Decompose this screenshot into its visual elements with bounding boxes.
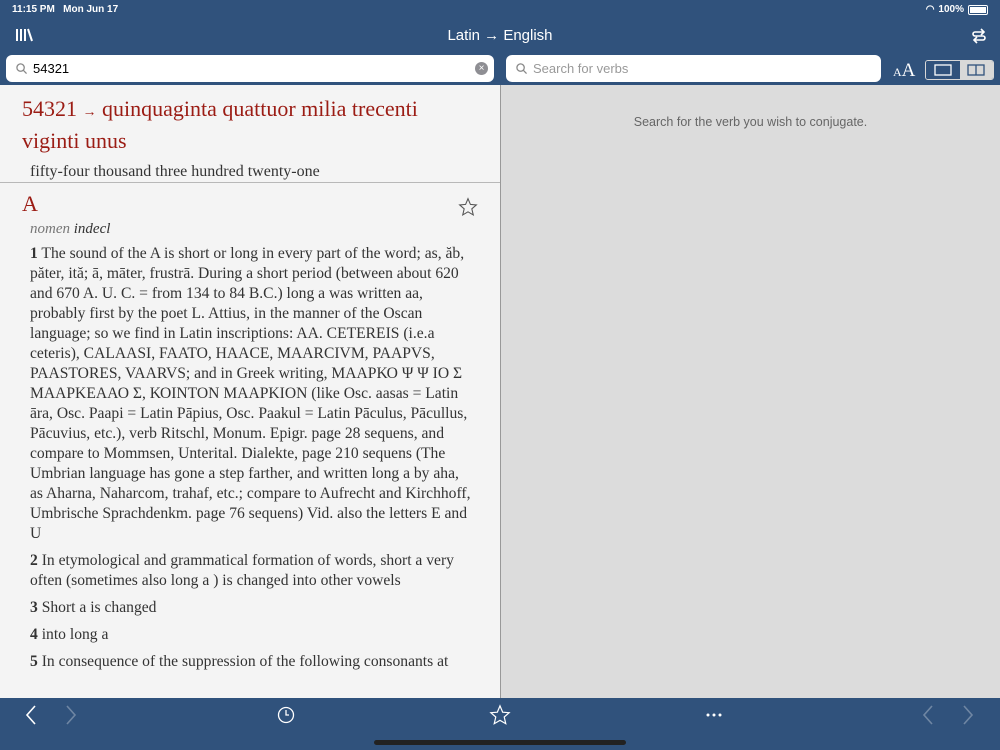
status-right [926, 4, 988, 15]
wifi-icon: ◠ [925, 4, 935, 15]
number-result [0, 85, 500, 183]
sense [30, 652, 475, 672]
latin-number: quinquaginta quattuor milia trecenti viginti unus [22, 96, 418, 153]
headword: A [22, 191, 38, 216]
sense-text: In etymological and grammatical formation of words, short a very often (sometimes also long a ) is changed into other vowels [30, 552, 454, 589]
verb-search-field[interactable] [506, 55, 881, 82]
layout-toggle[interactable] [925, 60, 994, 80]
sense-number: 2 [30, 552, 38, 569]
conjugation-pane [501, 85, 1000, 698]
dictionary-search-field[interactable] [6, 55, 494, 82]
history-clock-icon[interactable] [276, 704, 296, 732]
sense-text: The sound of the A is short or long in every part of the word; as, ăb, păter, ită; ā, māter, frustrā. During a short period (between about 620 and 670 A. U. C. = from 134 to 84 B.C.) long a was written aa, probably first by the poet L. Attius, in the manner of the Oscan language; so we find in Latin inscriptions: AA. CETEREIS (i.e.a ceteris), CALAASI, FAATO, HAACE, MAARCIVM, PAAPVS, PAASTORES, VAARVS; and in Greek writing, ΜΑΑΡΚΟ Ψ Ψ ΙΟ Σ ΜΑΑΡΚΕΑΑΟ Σ, ΚΟΙΝΤΟΝ ΜΑΑΡΚΙΟΝ (like Osc. aasas = Latin āra, Osc. Paapi = Latin Pāpius, Osc. Paakul = Latin Pāculus, Pācullus, Pācuvius, etc.), verb Ritschl, Monum. Epigr. page 28 sequens, and compare to Mommsen, Unterital. Dialekte, page 210 sequens (The Umbrian language has gone a step farther, and written long a by aha, as Aharna, Naharcom, trahaf, etc.; compare to Aufrecht and Kirchhoff, Umbrische Sprachdenkm. page 76 sequens) Vid. also the letters E and U [30, 245, 471, 542]
search-icon [16, 63, 27, 74]
favorites-star-icon[interactable] [489, 704, 511, 732]
number-translation [22, 95, 478, 155]
conjugation-hint: Search for the verb you wish to conjugate. [633, 115, 868, 129]
status-time-date [12, 4, 118, 15]
verb-search-input[interactable] [533, 61, 881, 76]
page-title: Latin → English [447, 27, 553, 44]
english-number: fifty-four thousand three hundred twenty-one [30, 163, 320, 180]
sense-number: 4 [30, 626, 38, 643]
favorite-star-icon[interactable] [458, 197, 478, 222]
sense-text: In consequence of the suppression of the following consonants at [41, 653, 449, 670]
battery-icon [968, 5, 988, 15]
pos-detail: indecl [73, 221, 111, 237]
sense [30, 625, 475, 645]
battery-percent: 100% [938, 4, 964, 15]
split-pane-button[interactable] [960, 61, 994, 79]
number-value: 54321 [22, 96, 77, 121]
pos-label: nomen [30, 221, 70, 237]
arrow: → [82, 105, 97, 120]
status-date: Mon Jun 17 [63, 4, 119, 15]
clear-search-icon[interactable]: × [475, 62, 488, 75]
dictionary-search-input[interactable] [33, 61, 475, 76]
single-pane-button[interactable] [926, 61, 960, 79]
back-icon[interactable] [24, 704, 38, 732]
font-size-icon[interactable]: AA [893, 60, 916, 81]
sense [30, 244, 475, 544]
sense-number: 1 [30, 245, 38, 262]
sense-number: 3 [30, 599, 38, 616]
search-icon [516, 63, 527, 74]
sense-text: into long a [41, 626, 109, 643]
dictionary-pane[interactable] [0, 85, 501, 698]
more-options-icon[interactable] [704, 704, 724, 732]
home-indicator[interactable] [374, 740, 626, 745]
forward-icon[interactable] [64, 704, 78, 732]
part-of-speech [30, 221, 475, 238]
sense [30, 598, 475, 618]
dictionary-entry [0, 183, 500, 672]
sense-number: 5 [30, 653, 38, 670]
sense [30, 551, 475, 591]
conjugation-forward-icon[interactable] [961, 704, 975, 732]
swap-languages-icon[interactable] [972, 28, 986, 49]
conjugation-back-icon[interactable] [921, 704, 935, 732]
sense-text: Short a is changed [41, 599, 157, 616]
status-time: 11:15 PM [12, 4, 55, 15]
status-bar [0, 0, 1000, 20]
